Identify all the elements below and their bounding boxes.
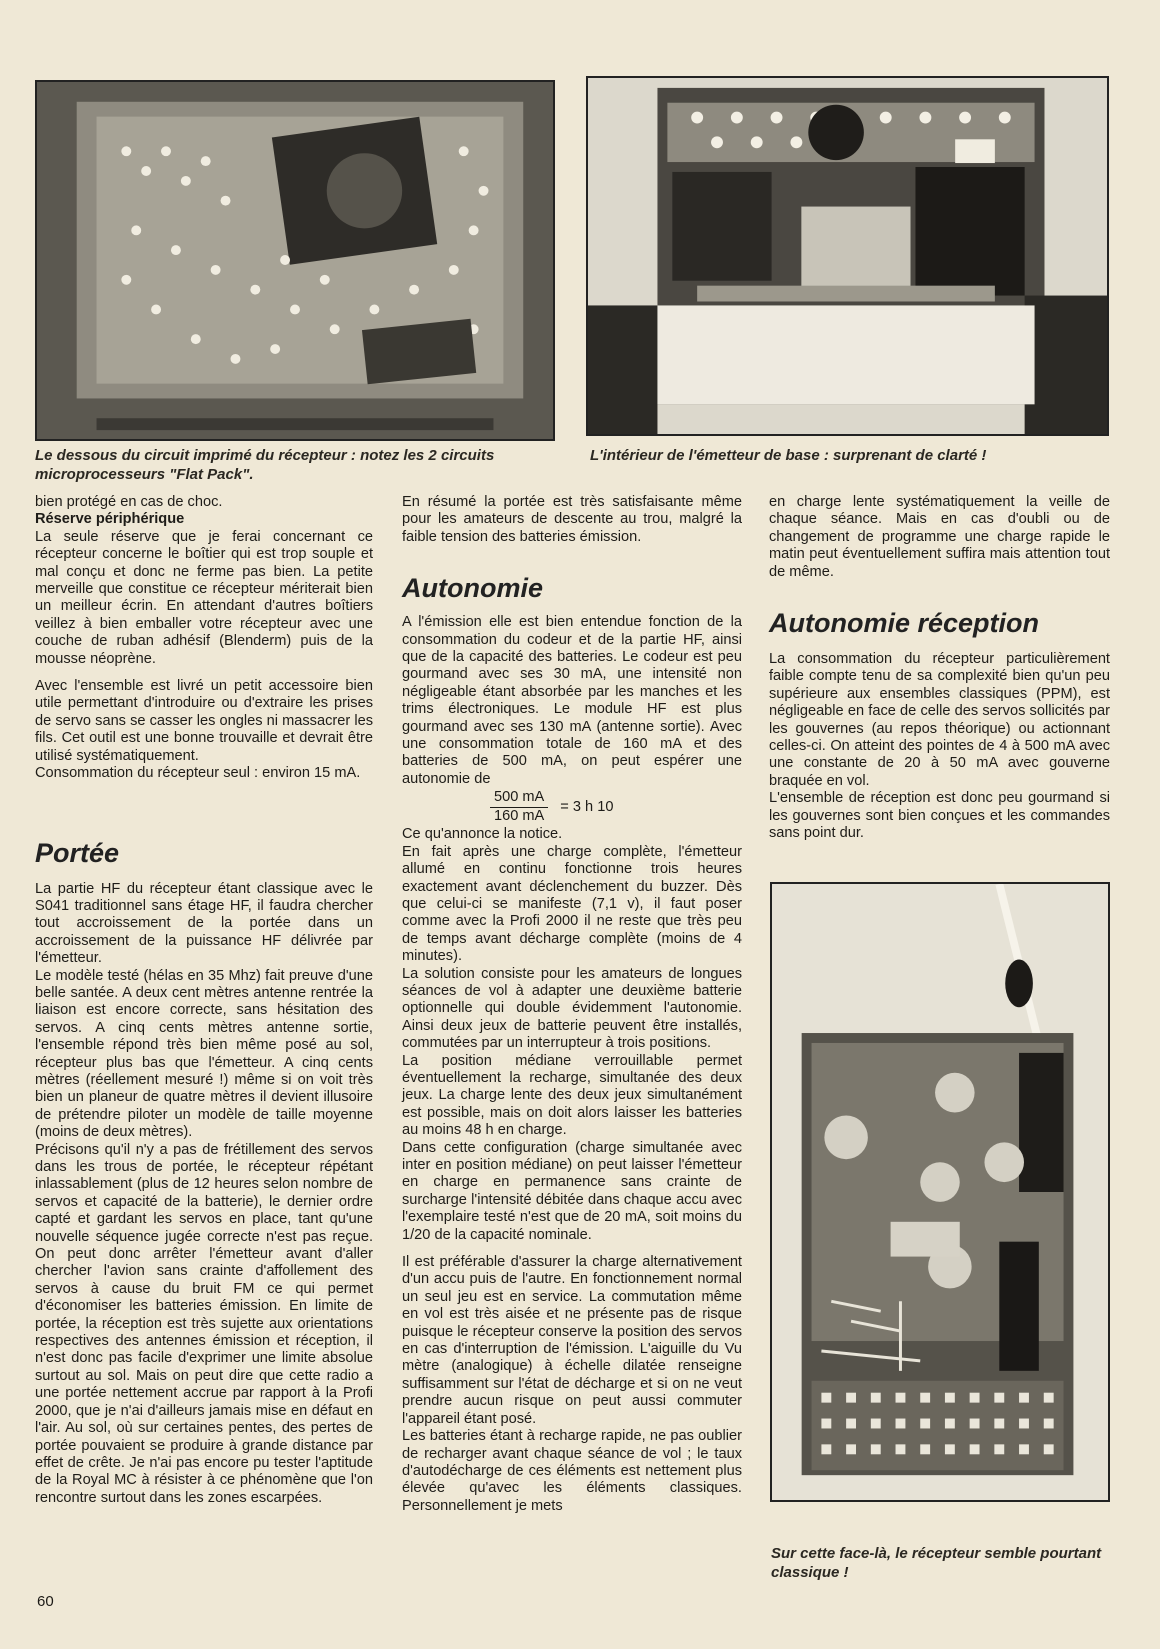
paragraph: Ce qu'annonce la notice. [402, 826, 563, 843]
page-number: 60 [37, 1593, 54, 1610]
formula-denominator: 160 mA [494, 807, 545, 824]
paragraph: La position médiane verrouillable permet éventuellement la recharge, simultanée des deux jeux. La charge lente des deux jeux simultanément est possible, mais on doit alors laisser les batteries au moins 48 h en charge. [402, 1052, 742, 1139]
caption-top-right: L'intérieur de l'émetteur de base : surprenant de clarté ! [590, 447, 987, 464]
column-left [35, 494, 373, 1507]
photo-receiver-pcb-underside [35, 80, 555, 441]
paragraph: En résumé la portée est très satisfaisante même pour les amateurs de descente au trou, malgré la faible tension des batteries émission. [402, 494, 742, 545]
paragraph: bien protégé en cas de choc. [35, 494, 223, 510]
paragraph: La solution consiste pour les amateurs de longues séances de vol à adapter une deuxième batterie optionnelle qui double évidemment l'autonomie. Ainsi deux jeux de batterie peuvent être installés, commutées par un interrupteur à trois positions. [402, 965, 742, 1052]
autonomy-formula [402, 788, 742, 826]
caption-top-left: Le dessous du circuit imprimé du récepteur : notez les 2 circuits microprocesseurs "Flat Pack". [35, 447, 495, 483]
paragraph: L'ensemble de réception est donc peu gourmand si les gouvernes sont bien conçues et les commandes sans point dur. [769, 790, 1110, 842]
column-middle [402, 494, 742, 1515]
formula-result: = 3 h 10 [560, 798, 614, 815]
section-title-portee: Portée [35, 837, 120, 868]
paragraph: Les batteries étant à recharge rapide, ne pas oublier de recharger avant chaque séance de vol ; le taux d'autodécharge de ces éléments est nettement plus élevée qu'avec les éléments classiques. Personnellement je mets [402, 1428, 742, 1514]
paragraph: La partie HF du récepteur étant classique avec le S041 traditionnel sans étage HF, il faudra chercher tout accroissement de la portée dans un accroissement de la puissance HF délivrée par l'émetteur. [35, 880, 373, 967]
section-title-autonomie-reception: Autonomie réception [769, 608, 1040, 639]
paragraph: Précisons qu'il n'y a pas de frétillement des servos dans les trous de portée, le récepteur répétant inlassablement (plus de 12 heures selon nombre de servos et capacité de la batterie), le dernier ordre capté et gardant les servos en place, tant qu'une nouvelle séquence jugée correcte n'est pas reçue. On peut donc arrêter l'émetteur avant d'aller chercher l'avion sans crainte d'affollement des servos à cause du bruit FM ce qui permet d'économiser les batteries émission. En limite de portée, la réception est très sujette aux orientations respectives des antennes émission et réception, il n'est donc pas facile d'exprimer une limite absolue surtout au sol. Mais on peut dire que cette radio a une portée nettement accrue par rapport à la Profi 2000, que je n'ai d'ailleurs jamais mise en défaut en l'air. Au sol, où sur certaines pentes, des pertes de portée pouvaient se produire à grande distance par effet de crête. Je n'ai pas encore pu tester l'aptitude de la Royal MC à résister à ce phénomène que l'on rencontre surtout dans les zones escarpées. [35, 1141, 373, 1506]
subheading-reserve: Réserve périphérique [35, 511, 185, 528]
formula-numerator: 500 mA [490, 789, 548, 807]
section-title-autonomie: Autonomie [402, 573, 543, 604]
paragraph: La seule réserve que je ferai concernant ce récepteur concerne le boîtier qui est trop souple et mal conçu et donc ne ferme pas bien. La petite merveille que constitue ce récepteur mériterait bien un meilleur écrin. En attendant d'autres boîtiers veillez à bien emballer votre récepteur avec une couche de ruban adhésif (Blenderm) puis de la mousse néoprène. [35, 528, 373, 667]
paragraph: en charge lente systématiquement la veille de chaque séance. Mais en cas d'oubli ou de changement de programme une charge rapide le matin peut éventuellement suffira mais attention tout de même. [769, 494, 1110, 580]
photo-transmitter-interior [586, 76, 1109, 436]
paragraph: Avec l'ensemble est livré un petit accessoire bien utile permettant d'introduire ou d'extraire les prises de servo sans se casser les ongles ni massacrer les fils. Cet outil est une bonne trouvaille et devrait être utilisé systématiquement. [35, 678, 373, 764]
paragraph: A l'émission elle est bien entendue fonction de la consommation du codeur et de la partie HF, ainsi que de la capacité des batteries. Le codeur est peu gourmand avec ses 30 mA, une intensité non négligeable étant absorbée par les manches et les trims électroniques. Le module HF est plus gourmand avec ses 130 mA (antenne sortie). Avec une consommation totale de 160 mA et des batteries de 500 mA, on peut espérer une autonomie de [402, 614, 742, 787]
paragraph: En fait après une charge complète, l'émetteur allumé en continu fonctionne trois heures exactement avant déclenchement du buzzer. Dès que celui-ci se manifeste (7,1 v), il faut poser comme avec la Profi 2000 il ne reste que très peu de temps avant décharge complète (moins de 4 minutes). [402, 843, 742, 965]
paragraph: Le modèle testé (hélas en 35 Mhz) fait preuve d'une belle santée. A deux cent mètres antenne rentrée la liaison est encore correcte, sans hésitation des servos. A cinq cents mètres antenne sortie, l'ensemble répond très bien même posé au sol, récepteur plus bas que l'émetteur. A cinq cents mètres (réellement mesuré !) même si on voit très bien un planeur de quatre mètres il devient illusoire de prétendre piloter un modèle de taille moyenne (moins de deux mètres). [35, 967, 373, 1141]
caption-bottom-right: Sur cette face-là, le récepteur semble pourtant classique ! [771, 1545, 1102, 1581]
column-right [769, 494, 1110, 843]
paragraph: Consommation du récepteur seul : environ 15 mA. [35, 765, 361, 782]
paragraph: Dans cette configuration (charge simultanée avec inter en position médiane) on peut laisser l'émetteur en charge en permanence sans crainte de surcharge l'intensité débitée dans chaque accu avec l'exemplaire testé n'est que de 20 mA, soit moins du 1/20 de la capacité nominale. [402, 1139, 742, 1243]
paragraph: La consommation du récepteur particulièrement faible compte tenu de sa complexité bien qu'un peu supérieure aux ensembles classiques (PPM), est négligeable en face de celle des servos sollicités par les gouvernes (au repos théorique) ou actionnant celles-ci. On atteint des pointes de 4 à 500 mA avec une constante de 20 à 50 mA avec gouverne braquée en vol. [769, 651, 1110, 789]
photo-receiver-top-side [770, 882, 1110, 1502]
paragraph: Il est préférable d'assurer la charge alternativement d'un accu puis de l'autre. En fonctionnement normal un seul jeu est en service. La commutation même en vol est très aisée et ne présente pas de risque puisque le récepteur conserve la position des servos en cas d'interruption de l'émission. L'aiguille du Vu mètre (analogique) à échelle dilatée renseigne suffisamment sur l'état de décharge et si on ne veut prendre aucun risque on peut aussi commuter l'appareil étant posé. [402, 1254, 742, 1427]
